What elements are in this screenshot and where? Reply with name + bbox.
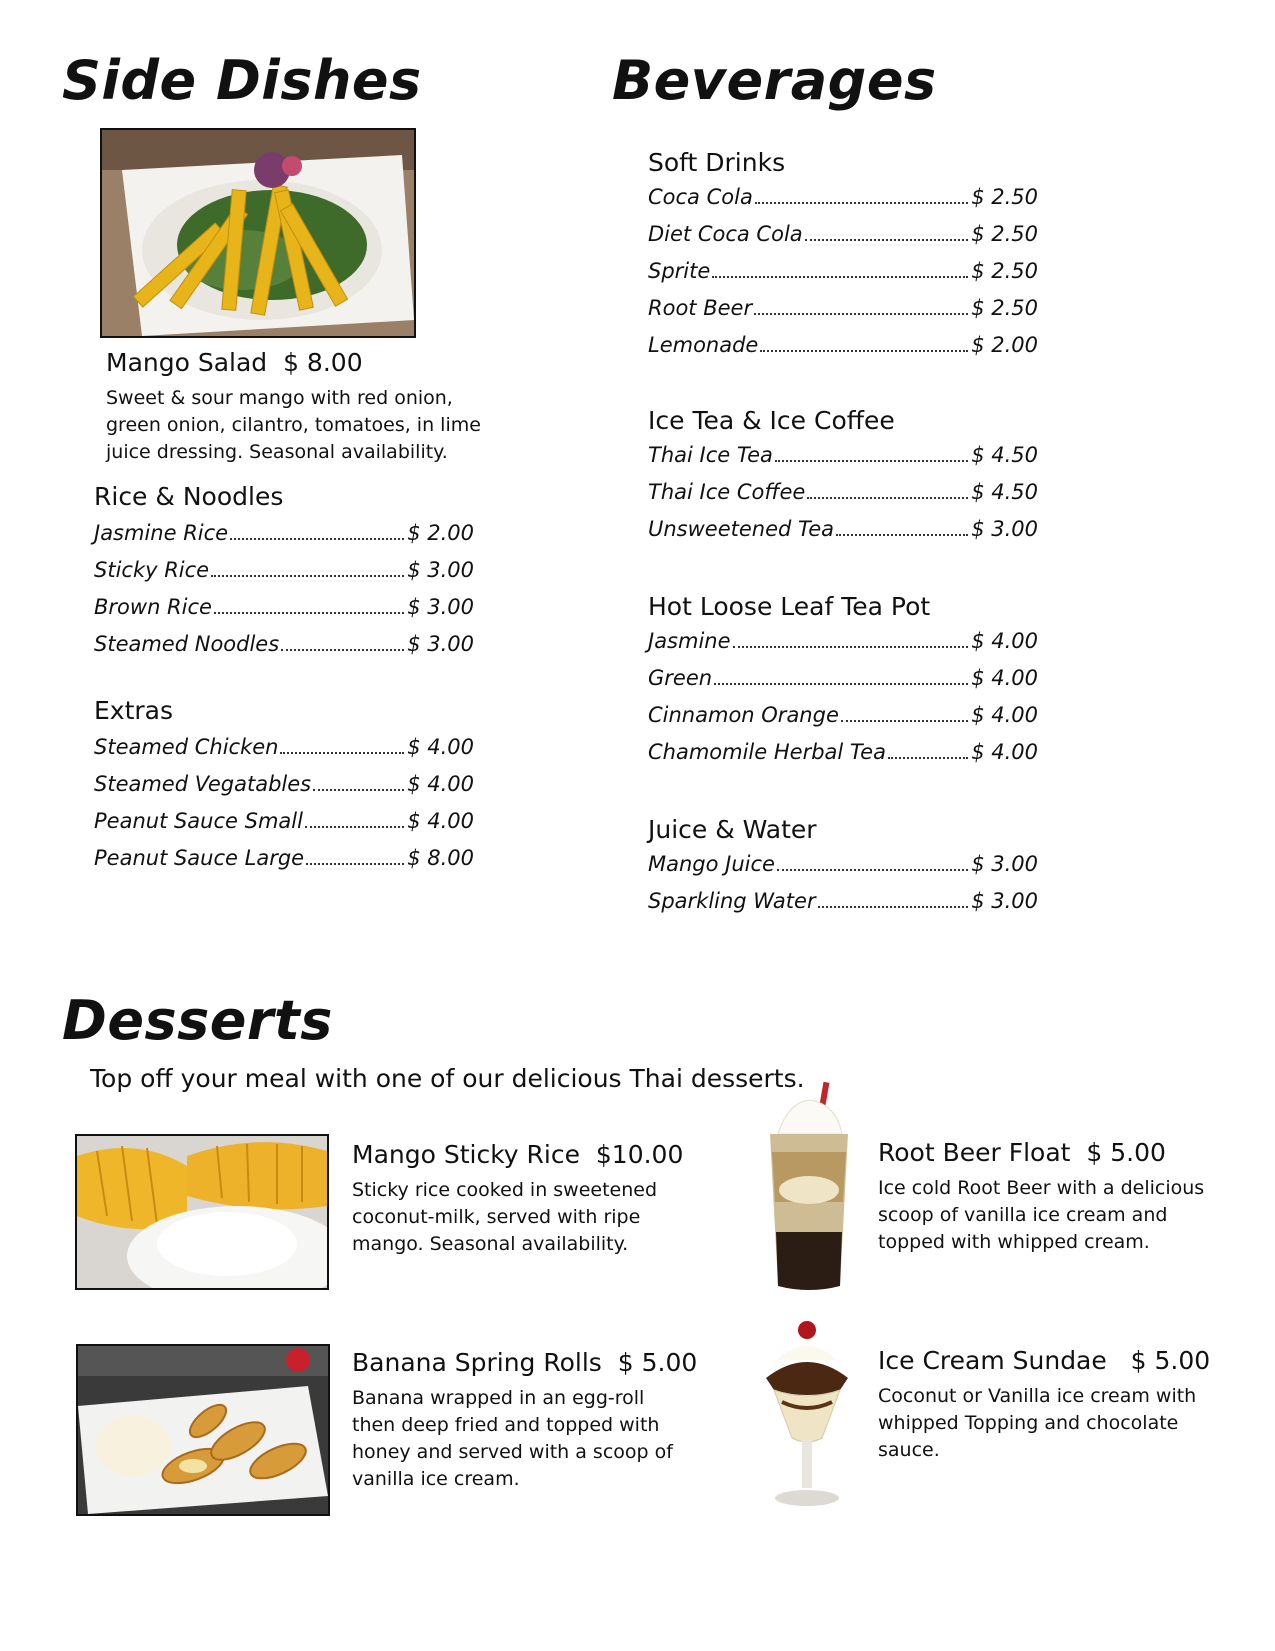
rice-noodles-section (94, 484, 474, 669)
menu-row-chamomile-tea (648, 740, 1038, 777)
item-price: $ 2.50 (971, 222, 1038, 246)
item-name: Lemonade (648, 333, 759, 357)
item-name: Brown Rice (94, 595, 212, 619)
dot-leader (777, 869, 968, 871)
menu-row-peanut-sauce-large (94, 846, 474, 883)
dot-leader (836, 534, 968, 536)
menu-row-diet-coca-cola (648, 222, 1038, 259)
side-dishes-title: Side Dishes (62, 49, 422, 112)
dessert-price: $ 5.00 (1130, 1346, 1211, 1375)
dot-leader (775, 460, 968, 462)
item-price: $ 3.00 (407, 558, 474, 582)
dot-leader (313, 789, 404, 791)
mango-sticky-rice-photo (75, 1134, 329, 1290)
menu-row-cinnamon-orange (648, 703, 1038, 740)
dot-leader (280, 752, 404, 754)
mango-salad-description: Sweet & sour mango with red onion, green onion, cilantro, tomatoes, in lime juice dressing. Seasonal availability. (106, 387, 481, 463)
dessert-price: $ 5.00 (617, 1348, 698, 1377)
item-name: Peanut Sauce Large (94, 846, 305, 870)
item-price: $ 2.50 (971, 296, 1038, 320)
item-name: Diet Coca Cola (648, 222, 803, 246)
menu-row-steamed-chicken (94, 735, 474, 772)
dessert-price: $ 5.00 (1086, 1138, 1166, 1167)
item-name: Mango Juice (648, 852, 775, 876)
item-name: Coca Cola (648, 185, 753, 209)
item-name: Unsweetened Tea (648, 517, 835, 541)
dot-leader (805, 239, 969, 241)
dot-leader (714, 683, 968, 685)
menu-row-green-tea (648, 666, 1038, 703)
dessert-name: Mango Sticky Rice (352, 1140, 580, 1169)
ice-tea-coffee-section (648, 408, 1038, 554)
dessert-description: Banana wrapped in an egg-roll then deep fried and topped with honey and served with a scoop of vanilla ice cream. (352, 1387, 673, 1490)
dessert-description: Coconut or Vanilla ice cream with whipped Topping and chocolate sauce. (878, 1385, 1197, 1461)
menu-row-steamed-vegetables (94, 772, 474, 809)
item-name: Sticky Rice (94, 558, 210, 582)
menu-row-sparkling-water (648, 889, 1038, 926)
item-name: Sparkling Water (648, 889, 816, 913)
item-price: $ 2.50 (971, 259, 1038, 283)
dot-leader (760, 350, 968, 352)
menu-row-brown-rice (94, 595, 474, 632)
dessert-price: $10.00 (595, 1140, 684, 1169)
dessert-description: Ice cold Root Beer with a delicious scoop of vanilla ice cream and topped with whipped cream. (878, 1177, 1205, 1253)
dessert-item-banana-spring-rolls (352, 1348, 698, 1493)
beverages-title: Beverages (612, 49, 937, 112)
dot-leader (712, 276, 968, 278)
dessert-name: Banana Spring Rolls (352, 1348, 602, 1377)
menu-row-jasmine-rice (94, 521, 474, 558)
item-price: $ 8.00 (407, 846, 474, 870)
item-price: $ 4.50 (971, 480, 1038, 504)
dessert-name: Root Beer Float (878, 1138, 1071, 1167)
dot-leader (211, 575, 404, 577)
item-name: Steamed Chicken (94, 735, 279, 759)
dot-leader (305, 826, 404, 828)
item-name: Peanut Sauce Small (94, 809, 303, 833)
dot-leader (733, 646, 969, 648)
dot-leader (230, 538, 404, 540)
dot-leader (888, 757, 968, 759)
item-price: $ 3.00 (971, 852, 1038, 876)
soft-drinks-section (648, 150, 1038, 370)
item-name: Root Beer (648, 296, 753, 320)
desserts-intro: Top off your meal with one of our delicious Thai desserts. (90, 1064, 805, 1093)
dessert-description: Sticky rice cooked in sweetened coconut-milk, served with ripe mango. Seasonal availability. (352, 1179, 658, 1255)
item-price: $ 4.00 (971, 629, 1038, 653)
mango-salad-name: Mango Salad (106, 348, 268, 377)
item-price: $ 2.50 (971, 185, 1038, 209)
dessert-title (878, 1138, 1218, 1167)
soft-drinks-heading: Soft Drinks (648, 148, 786, 177)
menu-row-lemonade (648, 333, 1038, 370)
desserts-title: Desserts (62, 989, 333, 1052)
dot-leader (818, 906, 969, 908)
extras-heading: Extras (94, 696, 174, 725)
menu-row-coca-cola (648, 185, 1038, 222)
item-price: $ 4.00 (971, 666, 1038, 690)
mango-sticky-rice-image (77, 1136, 327, 1288)
dot-leader (807, 497, 968, 499)
item-name: Thai Ice Coffee (648, 480, 806, 504)
menu-row-thai-ice-tea (648, 443, 1038, 480)
menu-row-root-beer (648, 296, 1038, 333)
dessert-title (878, 1346, 1218, 1375)
item-price: $ 2.00 (971, 333, 1038, 357)
item-price: $ 2.00 (407, 521, 474, 545)
dot-leader (754, 313, 968, 315)
dessert-title (352, 1348, 698, 1377)
item-name: Steamed Noodles (94, 632, 280, 656)
dessert-name: Ice Cream Sundae (878, 1346, 1107, 1375)
menu-row-sticky-rice (94, 558, 474, 595)
item-price: $ 3.00 (407, 595, 474, 619)
item-price: $ 3.00 (971, 517, 1038, 541)
banana-spring-rolls-photo (76, 1344, 330, 1516)
mango-salad-item (106, 348, 506, 466)
item-name: Sprite (648, 259, 711, 283)
item-name: Thai Ice Tea (648, 443, 773, 467)
item-name: Steamed Vegatables (94, 772, 312, 796)
mango-salad-photo (100, 128, 416, 338)
dessert-title (352, 1140, 684, 1169)
item-price: $ 3.00 (407, 632, 474, 656)
dessert-item-root-beer-float (878, 1138, 1218, 1256)
ice-tea-coffee-heading: Ice Tea & Ice Coffee (648, 406, 895, 435)
item-price: $ 4.00 (971, 740, 1038, 764)
mango-salad-price: $ 8.00 (283, 348, 363, 377)
rice-noodles-heading: Rice & Noodles (94, 482, 284, 511)
menu-row-peanut-sauce-small (94, 809, 474, 846)
dessert-item-mango-sticky-rice (352, 1140, 684, 1258)
dot-leader (306, 863, 404, 865)
item-price: $ 4.50 (971, 443, 1038, 467)
item-name: Green (648, 666, 713, 690)
hot-tea-heading: Hot Loose Leaf Tea Pot (648, 592, 931, 621)
mango-salad-title (106, 348, 506, 377)
item-name: Jasmine Rice (94, 521, 229, 545)
item-price: $ 3.00 (971, 889, 1038, 913)
root-beer-float-image (758, 1082, 860, 1298)
mango-salad-image (102, 130, 414, 336)
menu-row-sprite (648, 259, 1038, 296)
extras-section (94, 698, 474, 883)
dot-leader (755, 202, 968, 204)
juice-water-heading: Juice & Water (648, 815, 817, 844)
item-name: Chamomile Herbal Tea (648, 740, 886, 764)
menu-row-steamed-noodles (94, 632, 474, 669)
dot-leader (841, 720, 968, 722)
juice-water-section (648, 817, 1038, 926)
item-price: $ 4.00 (407, 809, 474, 833)
ice-cream-sundae-image (752, 1320, 862, 1520)
item-price: $ 4.00 (971, 703, 1038, 727)
banana-spring-rolls-image (78, 1346, 328, 1514)
hot-tea-section (648, 594, 1038, 777)
menu-row-mango-juice (648, 852, 1038, 889)
item-price: $ 4.00 (407, 772, 474, 796)
dot-leader (214, 612, 404, 614)
menu-row-unsweetened-tea (648, 517, 1038, 554)
item-name: Cinnamon Orange (648, 703, 839, 727)
item-name: Jasmine (648, 629, 731, 653)
item-price: $ 4.00 (407, 735, 474, 759)
menu-row-jasmine-tea (648, 629, 1038, 666)
menu-row-thai-ice-coffee (648, 480, 1038, 517)
dessert-item-ice-cream-sundae (878, 1346, 1218, 1464)
dot-leader (281, 649, 404, 651)
